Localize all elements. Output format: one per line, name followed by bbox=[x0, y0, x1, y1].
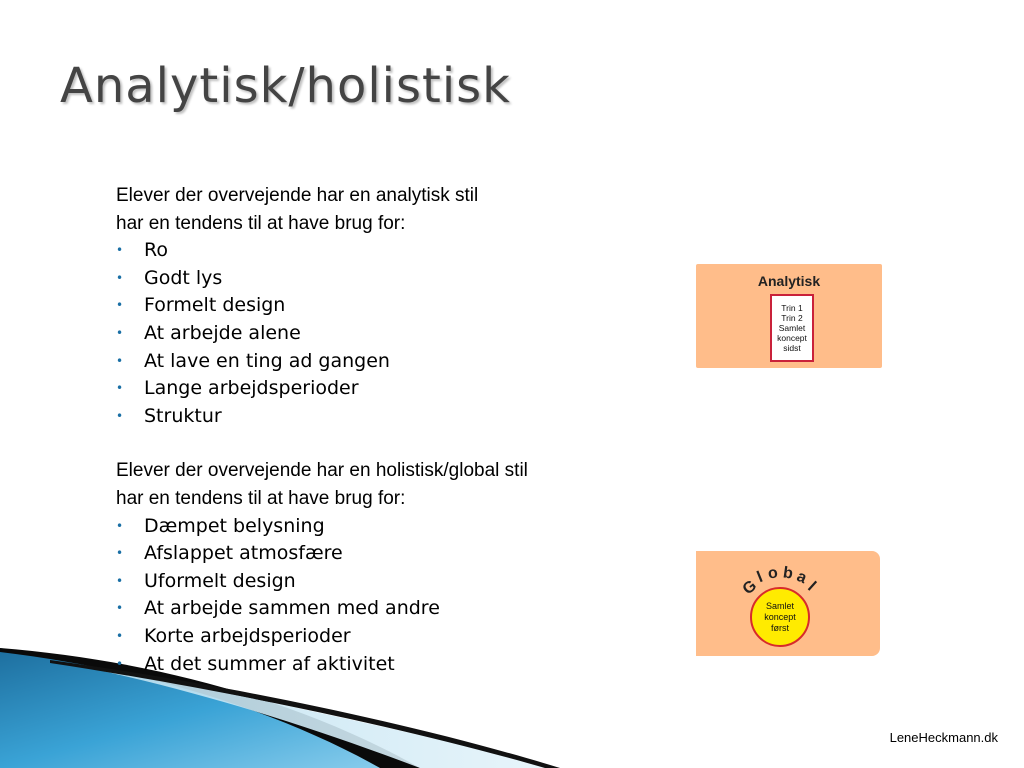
list-item bbox=[116, 375, 696, 403]
global-arc-letter: l bbox=[804, 578, 819, 595]
bullet-icon: • bbox=[116, 298, 124, 313]
analytic-needs-list bbox=[116, 237, 696, 430]
list-item-text: Ro bbox=[144, 239, 168, 262]
list-item bbox=[116, 348, 696, 376]
holistic-needs-list bbox=[116, 513, 696, 679]
analytic-intro bbox=[116, 182, 696, 237]
bullet-icon: • bbox=[116, 628, 124, 643]
global-step-text: Samlet bbox=[765, 600, 794, 611]
bullet-icon: • bbox=[116, 408, 124, 423]
holistic-intro bbox=[116, 457, 696, 512]
analytic-step-text: Trin 2 bbox=[781, 313, 803, 323]
analytic-style-image bbox=[696, 264, 882, 368]
list-item-text: Dæmpet belysning bbox=[144, 514, 325, 537]
analytic-step-text: sidst bbox=[783, 343, 801, 353]
bullet-icon: • bbox=[116, 601, 124, 616]
list-item bbox=[116, 623, 696, 651]
list-item bbox=[116, 513, 696, 541]
list-item bbox=[116, 595, 696, 623]
list-item bbox=[116, 403, 696, 431]
section-gap bbox=[116, 430, 696, 457]
list-item-text: Afslappet atmosfære bbox=[144, 542, 343, 565]
list-item-text: At arbejde alene bbox=[144, 321, 301, 344]
global-concept-circle bbox=[750, 587, 810, 647]
global-step-text: koncept bbox=[764, 611, 796, 622]
bullet-icon: • bbox=[116, 243, 124, 258]
list-item bbox=[116, 651, 696, 679]
analytic-step-text: koncept bbox=[777, 333, 807, 343]
analytic-image-label: Analytisk bbox=[757, 273, 821, 289]
bullet-icon: • bbox=[116, 381, 124, 396]
footer-credit: LeneHeckmann.dk bbox=[889, 730, 998, 745]
bullet-icon: • bbox=[116, 325, 124, 340]
global-arc-letter: G bbox=[739, 577, 761, 599]
bullet-icon: • bbox=[116, 573, 124, 588]
analytic-step-text: Trin 1 bbox=[781, 303, 803, 313]
global-arc-letter: l bbox=[754, 568, 766, 587]
list-item-text: Lange arbejdsperioder bbox=[144, 377, 359, 400]
bullet-icon: • bbox=[116, 270, 124, 285]
bullet-icon: • bbox=[116, 518, 124, 533]
list-item bbox=[116, 540, 696, 568]
global-arc-letter: b bbox=[781, 564, 794, 583]
page-title: Analytisk/holistisk bbox=[60, 58, 511, 114]
list-item-text: Struktur bbox=[144, 404, 222, 427]
list-item-text: At det summer af aktivitet bbox=[144, 652, 395, 675]
holistic-intro-line-2: har en tendens til at have brug for: bbox=[116, 487, 406, 509]
slide-body bbox=[116, 182, 696, 678]
list-item bbox=[116, 292, 696, 320]
list-item-text: Godt lys bbox=[144, 266, 223, 289]
analytic-steps-box bbox=[770, 294, 814, 362]
list-item-text: Uformelt design bbox=[144, 569, 296, 592]
global-arc-letter: o bbox=[767, 564, 779, 583]
global-step-text: først bbox=[771, 622, 789, 633]
analytic-intro-line-2: har en tendens til at have brug for: bbox=[116, 212, 406, 234]
analytic-intro-line-1: Elever der overvejende har en analytisk stil bbox=[116, 185, 479, 206]
bullet-icon: • bbox=[116, 656, 124, 671]
analytic-step-text: Samlet bbox=[778, 323, 806, 333]
list-item-text: At lave en ting ad gangen bbox=[144, 349, 390, 372]
bullet-icon: • bbox=[116, 353, 124, 368]
list-item bbox=[116, 265, 696, 293]
list-item bbox=[116, 320, 696, 348]
list-item bbox=[116, 568, 696, 596]
list-item-text: Formelt design bbox=[144, 294, 286, 317]
holistic-intro-line-1: Elever der overvejende har en holistisk/global stil bbox=[116, 460, 528, 482]
global-style-image bbox=[696, 551, 880, 656]
bullet-icon: • bbox=[116, 546, 124, 561]
list-item-text: At arbejde sammen med andre bbox=[144, 597, 440, 620]
list-item bbox=[116, 237, 696, 265]
list-item-text: Korte arbejdsperioder bbox=[144, 624, 351, 647]
global-arc-letter: a bbox=[794, 567, 810, 588]
